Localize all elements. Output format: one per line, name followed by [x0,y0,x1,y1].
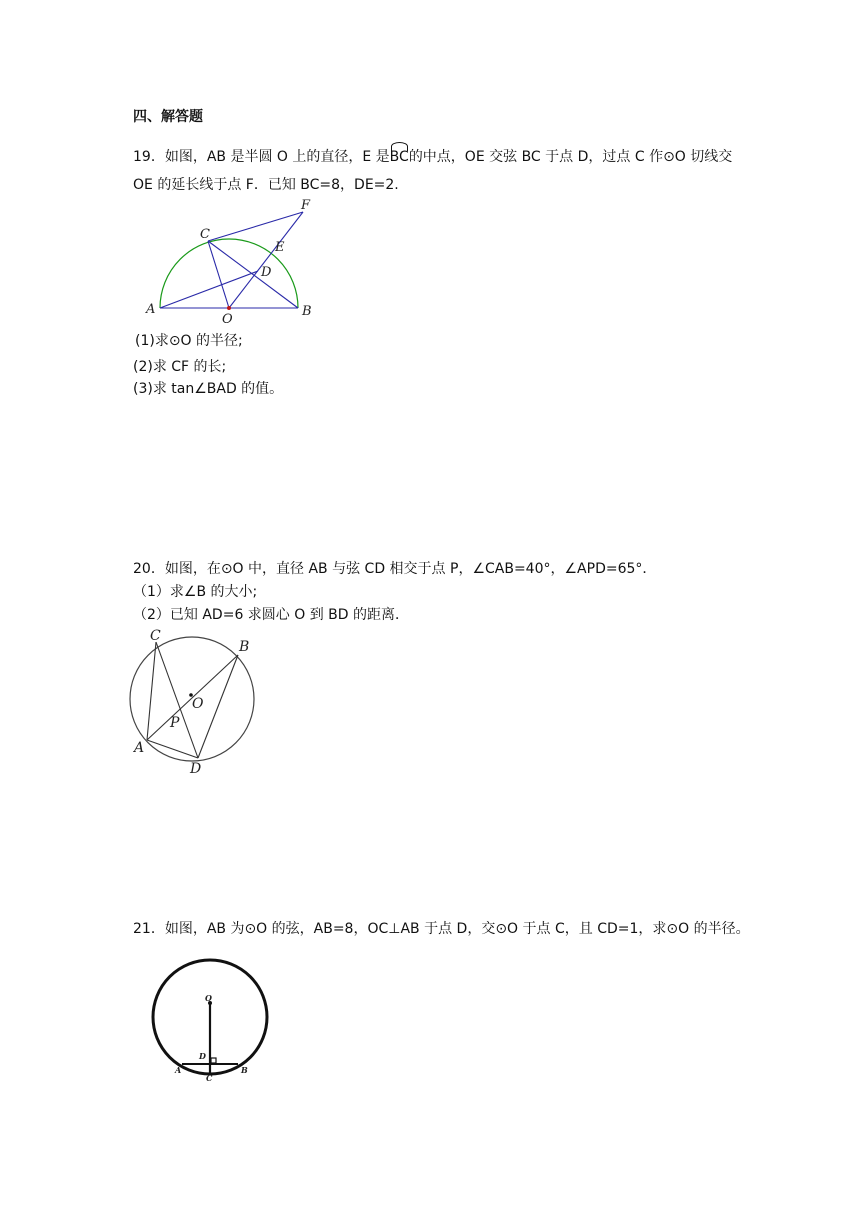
q19-center-point [227,306,231,310]
q20-sub2: （2）已知 AD=6 求圆心 O 到 BD 的距离． [133,607,410,623]
q19-label-e: E [275,240,285,255]
q19-label-o: O [222,312,233,327]
q21-label-o: O [205,993,212,1003]
q19-label-f: F [301,198,311,213]
q20-label-d: D [190,761,202,777]
q19-arc-bc: BC [390,144,409,167]
q19-segment-co [208,241,229,308]
q19-segment-cf [208,212,303,241]
q20-label-b: B [239,639,250,655]
q19-figure [140,192,330,332]
q19-label-d: D [261,265,272,280]
q19-label-b: B [302,304,312,319]
q19-line1 [133,144,732,167]
section-title: 四、解答题 [133,109,203,125]
q19-line1-part-a: 19．如图，AB 是半圆 O 上的直径，E 是 [133,149,390,165]
q19-segment-cb [208,241,298,308]
q21-label-a: A [175,1065,182,1075]
q20-figure [125,625,270,775]
q20-segment-bd [198,655,238,758]
q20-label-c: C [150,628,161,644]
q19-line1-part-b: 的中点，OE 交弦 BC 于点 D，过点 C 作⊙O 切线交 [408,149,733,165]
q19-sub3: (3)求 tan∠BAD 的值。 [133,381,284,397]
q20-label-p: P [170,715,180,731]
q19-sub2: (2)求 CF 的长; [133,359,227,375]
q19-line2: OE 的延长线于点 F．已知 BC=8，DE=2. [133,177,399,193]
q21-label-d: D [199,1051,206,1061]
q20-sub1: （1）求∠B 的大小; [133,584,258,600]
q21-right-angle-mark [211,1058,216,1063]
q20-line1: 20．如图，在⊙O 中，直径 AB 与弦 CD 相交于点 P，∠CAB=40°，∠APD=65°． [133,561,657,577]
q19-label-a: A [146,302,156,317]
q20-label-o: O [192,696,204,712]
q21-line1: 21．如图，AB 为⊙O 的弦，AB=8，OC⊥AB 于点 D，交⊙O 于点 C，且 CD=1，求⊙O 的半径。 [133,921,750,937]
q19-label-c: C [200,227,210,242]
q21-label-c: C [206,1073,213,1083]
q21-figure [145,955,275,1085]
q21-label-b: B [241,1065,248,1075]
q19-sub1: (1)求⊙O 的半径; [135,333,243,349]
q19-segment-of [229,212,303,308]
q20-label-a: A [134,740,145,756]
q20-segment-ca [147,642,156,740]
